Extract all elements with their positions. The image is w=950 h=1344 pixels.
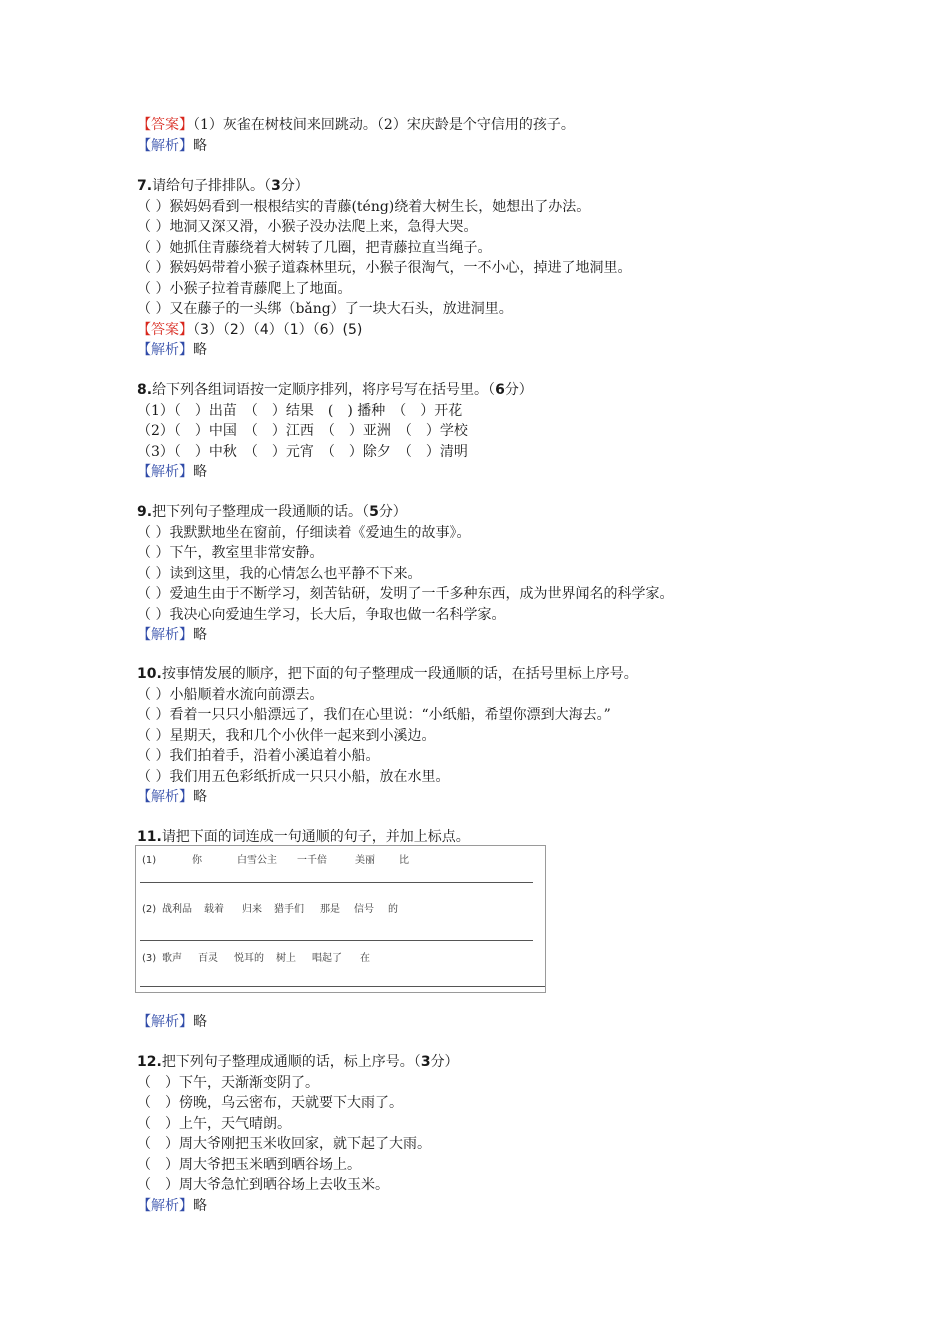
answer-text: （1）灰雀在树枝间来回跳动。（2）宋庆龄是个守信用的孩子。 (193, 117, 575, 133)
word: 信号 (354, 904, 374, 915)
word: 悦耳的 (234, 953, 264, 964)
word: 那是 (320, 904, 340, 915)
analysis-tag: 【解析】 (137, 1014, 193, 1030)
analysis-tag: 【解析】 (137, 464, 193, 480)
word: 在 (360, 953, 370, 964)
row-label: (3) (142, 953, 157, 964)
answer-line-1 (140, 882, 533, 883)
analysis-text: 略 (193, 789, 207, 805)
question-text: 请给句子排排队。（ (152, 178, 272, 194)
word: 你 (192, 855, 202, 866)
list-item: （ ）下午，教室里非常安静。 (137, 545, 324, 561)
word: 唱起了 (312, 953, 342, 964)
question-number: 11. (137, 829, 162, 845)
list-item: （ ）又在藤子的一头绑（bǎng）了一块大石头，放进洞里。 (137, 301, 513, 317)
analysis-text: 略 (193, 1197, 207, 1214)
question-text: 按事情发展的顺序，把下面的句子整理成一段通顺的话，在括号里标上序号。 (161, 666, 638, 682)
word-exercise-image (135, 845, 546, 993)
word: 一千倍 (297, 855, 327, 866)
question-points-suffix: 分） (378, 504, 407, 520)
word: 猎手们 (274, 904, 304, 915)
analysis-line (137, 340, 897, 361)
question-10 (137, 664, 897, 808)
analysis-line (137, 625, 897, 646)
list-item: （ ）我决心向爱迪生学习，长大后，争取也做一名科学家。 (137, 606, 506, 623)
word: 比 (399, 855, 409, 866)
analysis-text: 略 (193, 627, 207, 643)
list-item: （ ）小船顺着水流向前漂去。 (137, 686, 324, 703)
word: 百灵 (198, 953, 218, 964)
analysis-text: 略 (193, 137, 207, 154)
analysis-tag: 【解析】 (137, 627, 193, 643)
answer-text: （3）（2）（4）（1）（6）(5) (193, 321, 363, 338)
list-item: （2）（ ）中国 （ ）江西 （ ）亚洲 （ ）学校 (137, 423, 468, 439)
question-title (137, 380, 897, 401)
question-9 (137, 502, 897, 646)
answer-line (137, 320, 897, 341)
list-item: （ ）上午，天气晴朗。 (137, 1115, 291, 1132)
answer-tag: 【答案】 (137, 117, 193, 133)
list-item: （ ）我们拍着手，沿着小溪追着小船。 (137, 748, 380, 764)
word: 美丽 (355, 855, 375, 866)
answer-line-3 (140, 986, 545, 987)
question-text: 给下列各组词语按一定顺序排列，将序号写在括号里。（ (152, 382, 496, 398)
list-item: （ ）周大爷把玉米晒到晒谷场上。 (137, 1156, 361, 1173)
list-item: （ ）星期天，我和几个小伙伴一起来到小溪边。 (137, 727, 436, 744)
question-text: 把下列句子整理成一段通顺的话。（ (152, 504, 370, 520)
question-11-analysis (137, 1012, 897, 1033)
question-title (137, 502, 897, 523)
list-item: （ ）周大爷刚把玉米收回家，就下起了大雨。 (137, 1136, 431, 1152)
list-item: （ ）我们用五色彩纸折成一只只小船，放在水里。 (137, 768, 450, 785)
analysis-text: 略 (193, 464, 207, 480)
word-row-2 (142, 900, 398, 915)
prev-answer-block (137, 115, 897, 156)
question-points-suffix: 分） (504, 382, 533, 398)
analysis-tag: 【解析】 (137, 342, 193, 358)
analysis-line (137, 787, 897, 808)
question-points: 3 (420, 1054, 431, 1070)
list-item: （ ）下午，天渐渐变阴了。 (137, 1074, 319, 1091)
list-item: （ ）她抓住青藤绕着大树转了几圈，把青藤拉直当绳子。 (137, 239, 492, 256)
list-item: （ ）傍晚，乌云密布，天就要下大雨了。 (137, 1095, 403, 1111)
list-item: （ ）读到这里，我的心情怎么也平静不下来。 (137, 565, 422, 582)
list-item: （ ）看着一只只小船漂远了，我们在心里说：“小纸船，希望你漂到大海去。” (137, 707, 611, 723)
question-number: 12. (137, 1054, 162, 1070)
list-item: （ ）地洞又深又滑，小猴子没办法爬上来，急得大哭。 (137, 219, 478, 235)
question-title (137, 664, 897, 685)
question-text: 把下列句子整理成通顺的话，标上序号。（ (161, 1054, 421, 1070)
answer-line-2 (140, 940, 533, 941)
question-title (137, 1052, 897, 1073)
analysis-line (137, 136, 897, 157)
analysis-line (137, 462, 897, 483)
word-row-1 (142, 851, 409, 866)
question-points: 3 (271, 178, 281, 194)
list-item: （3）（ ）中秋 （ ）元宵 （ ）除夕 （ ）清明 (137, 443, 468, 460)
list-item: （ ）我默默地坐在窗前，仔细读着《爱迪生的故事》。 (137, 524, 471, 541)
analysis-text: 略 (193, 342, 207, 358)
question-title (137, 176, 897, 197)
question-points: 5 (369, 504, 379, 520)
word: 树上 (276, 953, 296, 964)
question-7 (137, 176, 897, 361)
analysis-line (137, 1196, 897, 1217)
analysis-text: 略 (193, 1014, 207, 1030)
question-number: 9. (137, 504, 153, 520)
question-number: 7. (137, 178, 153, 194)
question-points-suffix: 分） (280, 178, 309, 194)
question-points-suffix: 分） (430, 1054, 459, 1070)
answer-tag: 【答案】 (137, 321, 193, 338)
word: 歌声 (162, 953, 182, 964)
word: 的 (388, 904, 398, 915)
answer-line (137, 115, 897, 136)
list-item: （ ）小猴子拉着青藤爬上了地面。 (137, 280, 352, 297)
list-item: （ ）猴妈妈带着小猴子道森林里玩，小猴子很淘气，一不小心，掉进了地洞里。 (137, 260, 632, 276)
row-label: (1) (142, 855, 157, 866)
question-number: 8. (137, 382, 153, 398)
list-item: （ ）周大爷急忙到晒谷场上去收玉米。 (137, 1177, 389, 1193)
question-text: 请把下面的词连成一句通顺的句子，并加上标点。 (161, 829, 470, 845)
list-item: （1）（ ）出苗 （ ）结果 ( ) 播种 （ ）开花 (137, 402, 463, 419)
analysis-line (137, 1012, 897, 1033)
question-8 (137, 380, 897, 483)
word: 归来 (242, 904, 262, 915)
word-row-3 (142, 949, 370, 964)
analysis-tag: 【解析】 (137, 789, 193, 805)
list-item: （ ）爱迪生由于不断学习，刻苦钻研，发明了一千多种东西，成为世界闻名的科学家。 (137, 586, 674, 602)
word: 载着 (204, 904, 224, 915)
row-label: (2) (142, 904, 157, 915)
list-item: （ ）猴妈妈看到一根根结实的青藤(téng)绕着大树生长，她想出了办法。 (137, 198, 591, 215)
question-12 (137, 1052, 897, 1216)
word: 战利品 (162, 904, 192, 915)
question-number: 10. (137, 666, 162, 682)
analysis-tag: 【解析】 (137, 137, 193, 154)
word: 白雪公主 (237, 855, 277, 866)
question-points: 6 (495, 382, 505, 398)
analysis-tag: 【解析】 (137, 1197, 193, 1214)
